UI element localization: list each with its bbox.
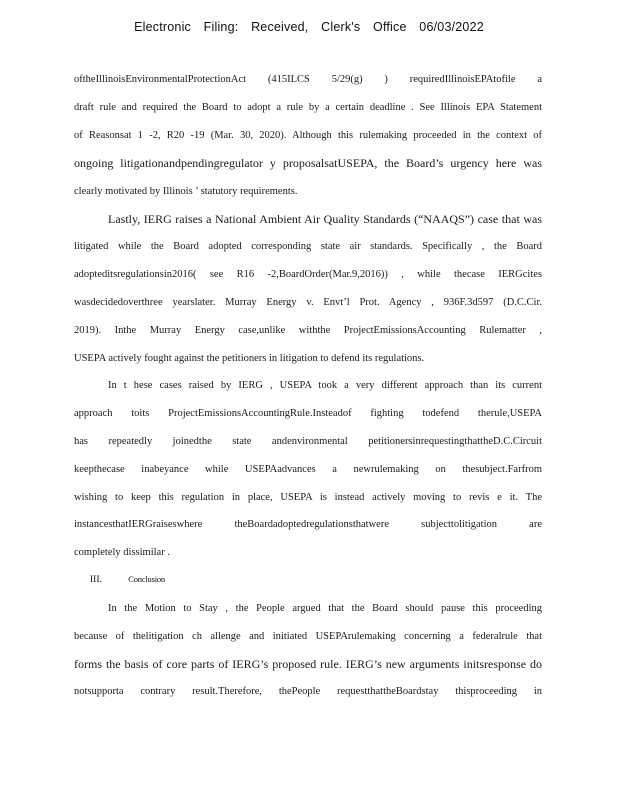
text-line: wishing to keep this regulation in place, USEPA is instead actively moving to revis e it. The [74,492,542,503]
text-line: 2019). Inthe Murray Energy case,unlike withthe ProjectEmissionsAccounting Rulematter , [74,325,542,336]
text-line: wasdecidedoverthree yearslater. Murray Energy v. Envt’l Prot. Agency , 936F.3d597 (D.C.Cir. [74,297,542,308]
text-line: notsupporta contrary result.Therefore, thePeople requestthattheBoardstay thisproceeding in [74,686,542,697]
text-line: because of thelitigation ch allenge and initiated USEPArulemaking concerning a federalrule that [74,631,542,642]
text-line: draft rule and required the Board to adopt a rule by a certain deadline . See Illinois EPA Statement [74,102,542,113]
text-line: ongoing litigationandpendingregulator y proposalsatUSEPA, the Board’s urgency here was [74,156,542,170]
text-line: litigated while the Board adopted corresponding state air standards. Specifically , the Board [74,241,542,252]
text-line: has repeatedly joinedthe state andenvironmental petitionersinrequestingthattheD.C.Circuit [74,436,542,447]
paragraph-first-line: Lastly, IERG raises a National Ambient Air Quality Standards (“NAAQS”) case that was [108,212,542,226]
text-line: clearly motivated by Illinois ’ statutory requirements. [74,186,298,197]
text-line: keepthecase inabeyance while USEPAadvances a newrulemaking on thesubject.Farfrom [74,464,542,475]
paragraph-first-line: In the Motion to Stay , the People argued that the Board should pause this proceeding [108,603,542,614]
text-line: approach toits ProjectEmissionsAccountingRule.Insteadof fighting todefend therule,USEPA [74,408,542,419]
text-line: forms the basis of core parts of IERG’s proposed rule. IERG’s new arguments initsresponse do [74,657,542,671]
text-line: oftheIllinoisEnvironmentalProtectionAct (415ILCS 5/29(g) ) requiredIllinoisEPAtofile a [74,74,542,85]
text-line: adopteditsregulationsin2016( see R16 -2,BoardOrder(Mar.9,2016)) , while thecase IERGcites [74,269,542,280]
filing-stamp-header: Electronic Filing: Received, Clerk's Office 06/03/2022 [134,20,484,34]
text-line: of Reasonsat 1 -2, R20 -19 (Mar. 30, 2020). Although this rulemaking proceeded in the context of [74,130,542,141]
section-heading [90,574,165,585]
section-number: III. [90,575,102,585]
text-line: USEPA actively fought against the petitioners in litigation to defend its regulations. [74,353,425,364]
text-line: instancesthatIERGraiseswhere theBoardadoptedregulationsthatwere subjecttolitigation are [74,519,542,530]
text-line: completely dissimilar . [74,547,170,558]
section-title: Conclusion [128,574,165,584]
paragraph-first-line: In t hese cases raised by IERG , USEPA took a very different approach than its current [108,380,542,391]
